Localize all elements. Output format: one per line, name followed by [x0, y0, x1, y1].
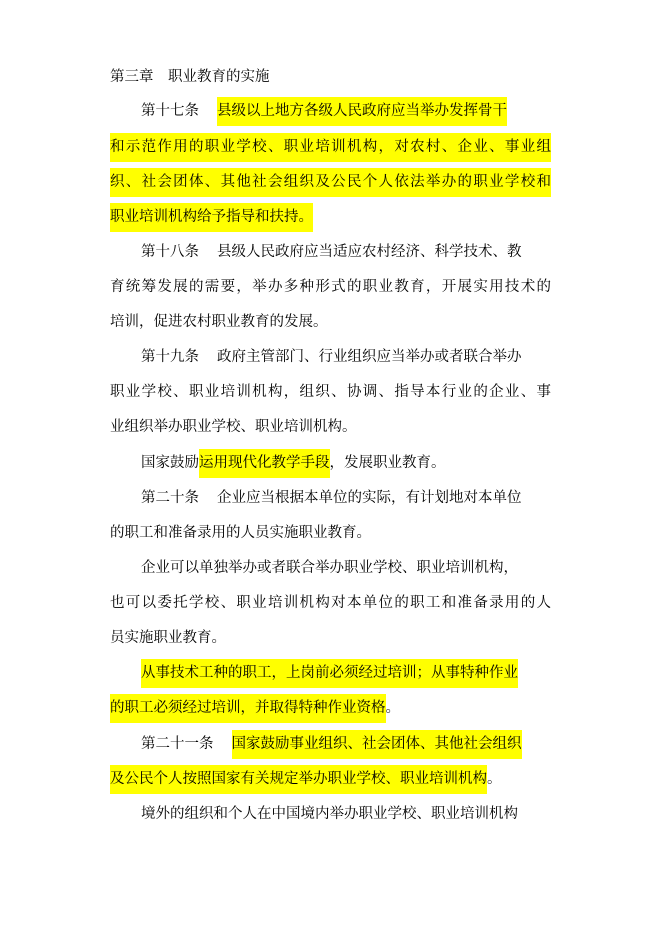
- article-21-highlight-1: 国家鼓励事业组织、社会团体、其他社会组织: [232, 730, 522, 759]
- article-18-text-1: 县级人民政府应当适应农村经济、科学技术、教: [217, 244, 522, 260]
- article-19-line-1: [110, 346, 522, 368]
- article-21-label: 第二十一条: [141, 736, 214, 752]
- chapter-heading: 第三章 职业教育的实施: [110, 69, 270, 85]
- article-19-line-2: 职业学校、职业培训机构，组织、协调、指导本行业的企业、事: [110, 384, 551, 400]
- article-17-highlight-3: 织、社会团体、其他社会组织及公民个人依法举办的职业学校和: [110, 168, 551, 197]
- article-21-line-2: [110, 768, 502, 790]
- encourage-pre: 国家鼓励: [141, 455, 199, 471]
- article-18-line-2: 育统筹发展的需要，举办多种形式的职业教育，开展实用技术的: [110, 279, 551, 295]
- article-21-tail: 。: [487, 771, 502, 787]
- article-18-label: 第十八条: [141, 244, 199, 260]
- tech-line-2: [110, 697, 400, 719]
- tech-highlight-1: 从事技术工种的职工，上岗前必须经过培训；从事特种作业: [141, 659, 518, 688]
- enterprise-line-3: 员实施职业教育。: [110, 630, 226, 646]
- article-17-label: 第十七条: [141, 103, 199, 119]
- article-20-text-1: 企业应当根据本单位的实际，有计划地对本单位: [217, 490, 522, 506]
- article-21-line-1: [110, 733, 522, 755]
- article-17-line-4: [110, 206, 313, 228]
- article-17-highlight-1: 县级以上地方各级人民政府应当举办发挥骨干: [217, 97, 507, 126]
- article-17-highlight-4: 职业培训机构给予指导和扶持。: [110, 203, 313, 232]
- article-17-line-3: [110, 171, 551, 193]
- article-20-line-1: [110, 487, 522, 509]
- encourage-post: ，发展职业教育。: [329, 455, 446, 471]
- tech-line-1: [110, 662, 518, 684]
- article-18-line-3: 培训，促进农村职业教育的发展。: [110, 314, 328, 330]
- article-20-line-2: 的职工和准备录用的人员实施职业教育。: [110, 525, 371, 541]
- article-19-text-1: 政府主管部门、行业组织应当举办或者联合举办: [217, 349, 522, 365]
- encourage-line: [110, 452, 446, 474]
- tech-tail: 。: [385, 700, 400, 716]
- foreign-line-1: 境外的组织和个人在中国境内举办职业学校、职业培训机构: [141, 806, 518, 822]
- enterprise-line-1: 企业可以单独举办或者联合举办职业学校、职业培训机构，: [141, 560, 518, 576]
- tech-highlight-2: 的职工必须经过培训，并取得特种作业资格: [110, 694, 386, 723]
- article-21-highlight-2: 及公民个人按照国家有关规定举办职业学校、职业培训机构: [110, 765, 487, 794]
- article-19-line-3: 业组织举办职业学校、职业培训机构。: [110, 419, 357, 435]
- article-17-line-1: [110, 100, 507, 122]
- article-17-highlight-2: 和示范作用的职业学校、职业培训机构，对农村、企业、事业组: [110, 133, 551, 162]
- article-19-label: 第十九条: [141, 349, 199, 365]
- article-20-label: 第二十条: [141, 490, 199, 506]
- article-17-line-2: [110, 136, 551, 158]
- enterprise-line-2: 也可以委托学校、职业培训机构对本单位的职工和准备录用的人: [110, 595, 551, 611]
- encourage-highlight: 运用现代化教学手段: [199, 449, 330, 478]
- article-18-line-1: [110, 241, 522, 263]
